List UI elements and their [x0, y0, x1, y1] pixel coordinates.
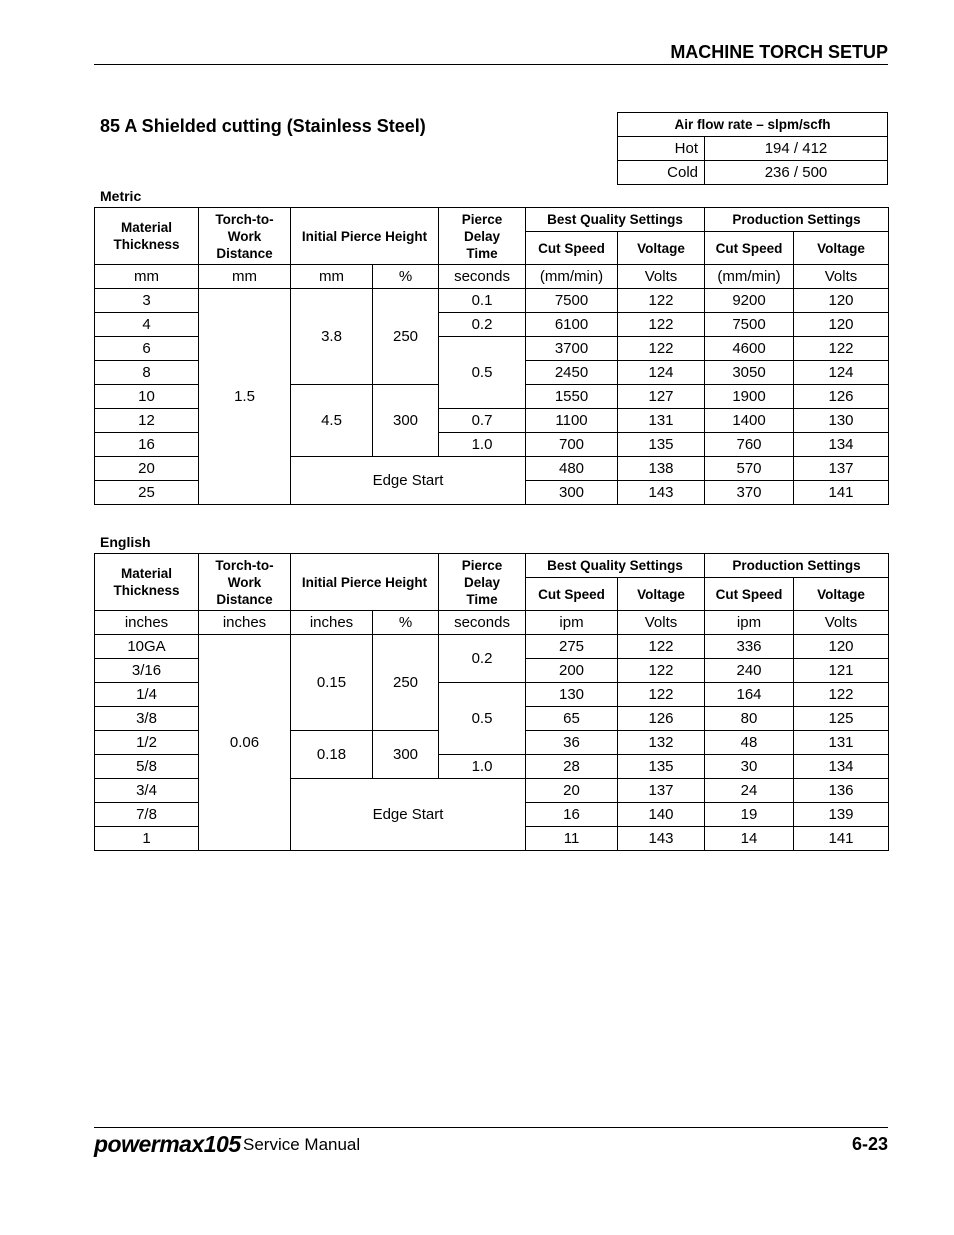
header-production: Production Settings — [705, 554, 889, 578]
bq-speed-cell: 1550 — [526, 385, 618, 409]
p-speed-cell: 760 — [705, 433, 794, 457]
unit-cell: (mm/min) — [526, 265, 618, 289]
bq-speed-cell: 480 — [526, 457, 618, 481]
p-speed-cell: 30 — [705, 755, 794, 779]
thickness-cell: 10 — [95, 385, 199, 409]
airflow-label: Cold — [618, 161, 705, 185]
p-volt-cell: 134 — [794, 755, 889, 779]
footer-rule — [94, 1127, 888, 1128]
table-row — [95, 289, 889, 313]
bq-volt-cell: 127 — [618, 385, 705, 409]
bq-speed-cell: 1100 — [526, 409, 618, 433]
airflow-value: 236 / 500 — [705, 161, 888, 185]
bq-volt-cell: 140 — [618, 803, 705, 827]
bq-volt-cell: 122 — [618, 313, 705, 337]
pierce-height-cell: 3.8 — [291, 289, 373, 385]
header-torch-distance: Torch-to-Work Distance — [199, 554, 291, 611]
p-volt-cell: 125 — [794, 707, 889, 731]
unit-cell: seconds — [439, 611, 526, 635]
section-title: 85 A Shielded cutting (Stainless Steel) — [100, 116, 426, 136]
pierce-delay-cell: 0.7 — [439, 409, 526, 433]
unit-cell: (mm/min) — [705, 265, 794, 289]
thickness-cell: 3 — [95, 289, 199, 313]
bq-volt-cell: 135 — [618, 755, 705, 779]
pierce-height-cell: 0.18 — [291, 731, 373, 779]
unit-cell: ipm — [526, 611, 618, 635]
unit-cell: seconds — [439, 265, 526, 289]
thickness-cell: 5/8 — [95, 755, 199, 779]
bq-speed-cell: 130 — [526, 683, 618, 707]
p-speed-cell: 336 — [705, 635, 794, 659]
thickness-cell: 3/16 — [95, 659, 199, 683]
p-speed-cell: 370 — [705, 481, 794, 505]
bq-speed-cell: 2450 — [526, 361, 618, 385]
bq-speed-cell: 700 — [526, 433, 618, 457]
unit-cell: % — [373, 611, 439, 635]
header-torch-distance: Torch-to-Work Distance — [199, 208, 291, 265]
thickness-cell: 4 — [95, 313, 199, 337]
header-best-quality: Best Quality Settings — [526, 554, 705, 578]
english-label: English — [100, 534, 151, 550]
p-speed-cell: 9200 — [705, 289, 794, 313]
pierce-delay-cell: 1.0 — [439, 433, 526, 457]
thickness-cell: 1/2 — [95, 731, 199, 755]
pierce-delay-cell: 0.5 — [439, 337, 526, 409]
airflow-title: Air flow rate – slpm/scfh — [618, 113, 888, 137]
p-volt-cell: 121 — [794, 659, 889, 683]
bq-speed-cell: 3700 — [526, 337, 618, 361]
p-volt-cell: 130 — [794, 409, 889, 433]
thickness-cell: 3/4 — [95, 779, 199, 803]
bq-volt-cell: 137 — [618, 779, 705, 803]
p-volt-cell: 122 — [794, 683, 889, 707]
thickness-cell: 10GA — [95, 635, 199, 659]
header-material-thickness: Material Thickness — [95, 554, 199, 611]
bq-speed-cell: 16 — [526, 803, 618, 827]
header-pierce-delay: Pierce Delay Time — [439, 208, 526, 265]
thickness-cell: 12 — [95, 409, 199, 433]
p-speed-cell: 240 — [705, 659, 794, 683]
torch-distance-cell: 1.5 — [199, 289, 291, 505]
p-speed-cell: 80 — [705, 707, 794, 731]
thickness-cell: 6 — [95, 337, 199, 361]
airflow-value: 194 / 412 — [705, 137, 888, 161]
unit-cell: inches — [95, 611, 199, 635]
thickness-cell: 3/8 — [95, 707, 199, 731]
p-volt-cell: 120 — [794, 635, 889, 659]
p-volt-cell: 120 — [794, 289, 889, 313]
edge-start-cell: Edge Start — [291, 457, 526, 505]
p-volt-cell: 136 — [794, 779, 889, 803]
thickness-cell: 16 — [95, 433, 199, 457]
bq-volt-cell: 132 — [618, 731, 705, 755]
header-cut-speed: Cut Speed — [705, 232, 794, 265]
p-volt-cell: 124 — [794, 361, 889, 385]
header-voltage: Voltage — [618, 232, 705, 265]
pierce-delay-cell: 1.0 — [439, 755, 526, 779]
metric-table — [94, 207, 889, 505]
p-volt-cell: 131 — [794, 731, 889, 755]
bq-speed-cell: 300 — [526, 481, 618, 505]
bq-speed-cell: 20 — [526, 779, 618, 803]
header-cut-speed: Cut Speed — [705, 578, 794, 611]
bq-volt-cell: 122 — [618, 659, 705, 683]
unit-cell: ipm — [705, 611, 794, 635]
p-speed-cell: 4600 — [705, 337, 794, 361]
header-voltage: Voltage — [794, 578, 889, 611]
bq-volt-cell: 143 — [618, 481, 705, 505]
brand-logo: powermax105 — [94, 1131, 241, 1157]
english-table — [94, 553, 889, 851]
header-rule — [94, 64, 888, 65]
thickness-cell: 1 — [95, 827, 199, 851]
bq-volt-cell: 122 — [618, 635, 705, 659]
thickness-cell: 1/4 — [95, 683, 199, 707]
pierce-delay-cell: 0.1 — [439, 289, 526, 313]
p-volt-cell: 120 — [794, 313, 889, 337]
pierce-height-cell: 0.15 — [291, 635, 373, 731]
pierce-delay-cell: 0.2 — [439, 313, 526, 337]
p-volt-cell: 141 — [794, 481, 889, 505]
header-pierce-delay: Pierce Delay Time — [439, 554, 526, 611]
manual-title: Service Manual — [243, 1135, 361, 1154]
p-speed-cell: 164 — [705, 683, 794, 707]
bq-speed-cell: 275 — [526, 635, 618, 659]
bq-volt-cell: 135 — [618, 433, 705, 457]
pierce-height-cell: 4.5 — [291, 385, 373, 457]
unit-cell: inches — [291, 611, 373, 635]
p-volt-cell: 126 — [794, 385, 889, 409]
airflow-table — [617, 112, 888, 185]
thickness-cell: 8 — [95, 361, 199, 385]
edge-start-cell: Edge Start — [291, 779, 526, 851]
bq-volt-cell: 138 — [618, 457, 705, 481]
p-speed-cell: 19 — [705, 803, 794, 827]
p-speed-cell: 48 — [705, 731, 794, 755]
bq-speed-cell: 28 — [526, 755, 618, 779]
bq-speed-cell: 6100 — [526, 313, 618, 337]
header-pierce-height: Initial Pierce Height — [291, 208, 439, 265]
bq-volt-cell: 122 — [618, 683, 705, 707]
pierce-percent-cell: 300 — [373, 731, 439, 779]
p-volt-cell: 141 — [794, 827, 889, 851]
header-cut-speed: Cut Speed — [526, 578, 618, 611]
thickness-cell: 20 — [95, 457, 199, 481]
thickness-cell: 7/8 — [95, 803, 199, 827]
header-production: Production Settings — [705, 208, 889, 232]
header-material-thickness: Material Thickness — [95, 208, 199, 265]
page-header-title: MACHINE TORCH SETUP — [670, 42, 888, 62]
p-volt-cell: 139 — [794, 803, 889, 827]
bq-volt-cell: 122 — [618, 337, 705, 361]
metric-label: Metric — [100, 188, 142, 204]
header-voltage: Voltage — [618, 578, 705, 611]
bq-volt-cell: 131 — [618, 409, 705, 433]
unit-cell: mm — [95, 265, 199, 289]
pierce-percent-cell: 250 — [373, 289, 439, 385]
unit-cell: Volts — [794, 611, 889, 635]
header-best-quality: Best Quality Settings — [526, 208, 705, 232]
p-volt-cell: 137 — [794, 457, 889, 481]
unit-cell: mm — [291, 265, 373, 289]
unit-cell: % — [373, 265, 439, 289]
p-volt-cell: 122 — [794, 337, 889, 361]
page-number: 6-23 — [851, 1134, 888, 1154]
p-speed-cell: 14 — [705, 827, 794, 851]
pierce-delay-cell: 0.2 — [439, 635, 526, 683]
header-voltage: Voltage — [794, 232, 889, 265]
bq-volt-cell: 122 — [618, 289, 705, 313]
bq-volt-cell: 143 — [618, 827, 705, 851]
header-cut-speed: Cut Speed — [526, 232, 618, 265]
unit-cell: Volts — [794, 265, 889, 289]
p-speed-cell: 7500 — [705, 313, 794, 337]
table-row — [95, 635, 889, 659]
bq-volt-cell: 126 — [618, 707, 705, 731]
p-speed-cell: 24 — [705, 779, 794, 803]
torch-distance-cell: 0.06 — [199, 635, 291, 851]
bq-speed-cell: 65 — [526, 707, 618, 731]
pierce-percent-cell: 250 — [373, 635, 439, 731]
p-speed-cell: 3050 — [705, 361, 794, 385]
unit-cell: Volts — [618, 611, 705, 635]
bq-speed-cell: 36 — [526, 731, 618, 755]
bq-speed-cell: 200 — [526, 659, 618, 683]
header-pierce-height: Initial Pierce Height — [291, 554, 439, 611]
unit-cell: Volts — [618, 265, 705, 289]
unit-cell: mm — [199, 265, 291, 289]
thickness-cell: 25 — [95, 481, 199, 505]
pierce-percent-cell: 300 — [373, 385, 439, 457]
p-speed-cell: 1900 — [705, 385, 794, 409]
bq-speed-cell: 11 — [526, 827, 618, 851]
unit-cell: inches — [199, 611, 291, 635]
bq-volt-cell: 124 — [618, 361, 705, 385]
pierce-delay-cell: 0.5 — [439, 683, 526, 755]
p-speed-cell: 1400 — [705, 409, 794, 433]
p-speed-cell: 570 — [705, 457, 794, 481]
p-volt-cell: 134 — [794, 433, 889, 457]
airflow-label: Hot — [618, 137, 705, 161]
bq-speed-cell: 7500 — [526, 289, 618, 313]
